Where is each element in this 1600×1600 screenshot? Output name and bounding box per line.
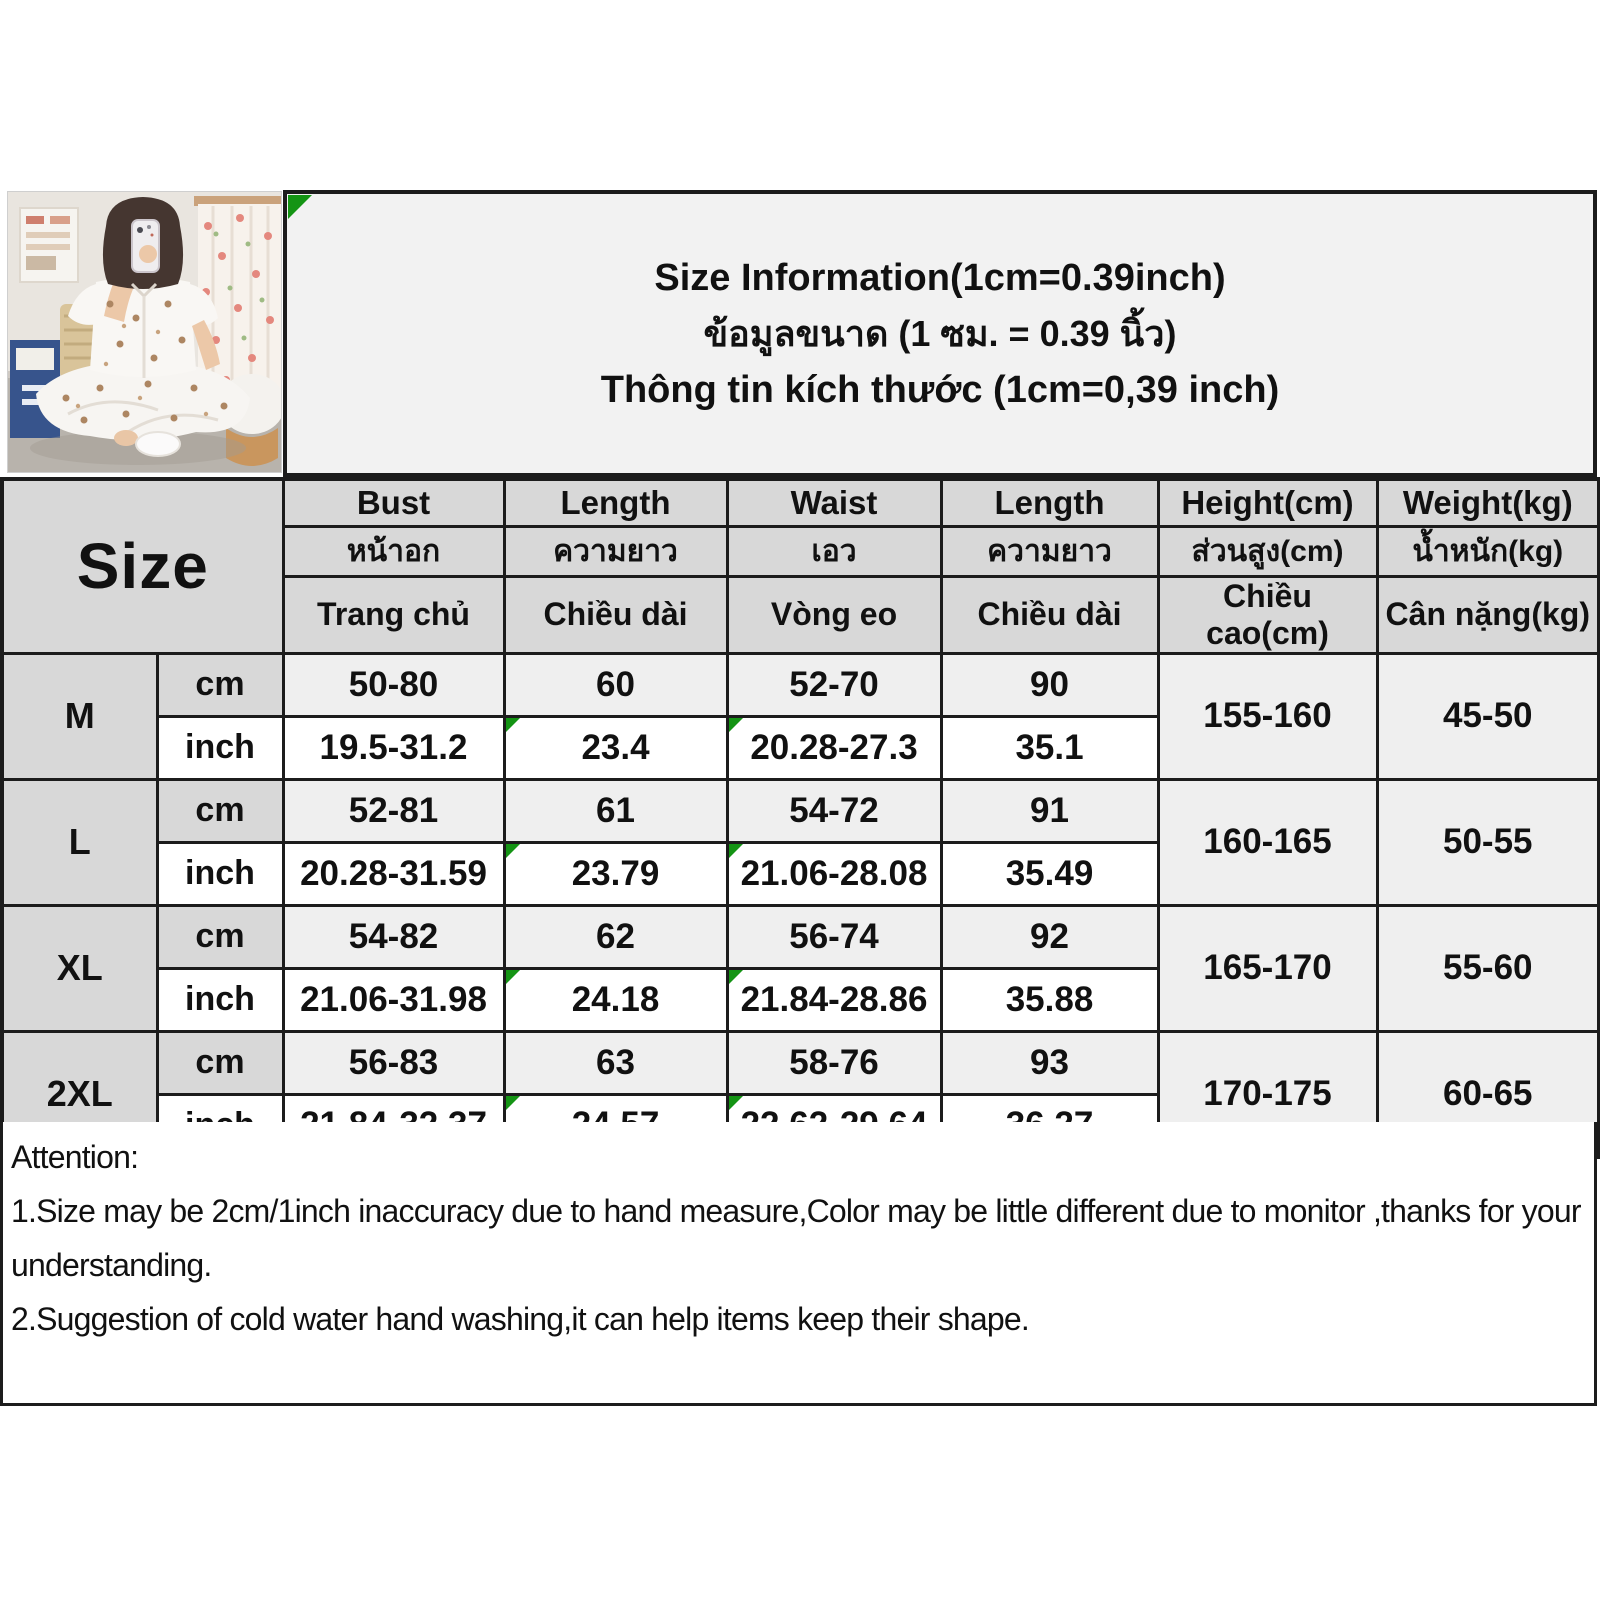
value-cell: 21.84-28.86: [727, 968, 941, 1031]
col-header-length-en: Length: [504, 479, 727, 526]
product-photo-illustration: [8, 192, 281, 472]
weight-cell: 50-55: [1377, 779, 1599, 905]
col-header-length2-th: ความยาว: [941, 526, 1158, 576]
weight-cell: 60-65: [1377, 1031, 1599, 1157]
value-cell: 20.28-27.3: [727, 716, 941, 779]
height-cell: 160-165: [1158, 779, 1377, 905]
excel-flag-icon: [729, 970, 743, 984]
attention-line-2: 2.Suggestion of cold water hand washing,it can help items keep their shape.: [11, 1301, 1030, 1337]
unit-label-cm: cm: [157, 653, 283, 716]
unit-label-inch: inch: [157, 968, 283, 1031]
header-row-en: [2, 479, 1599, 526]
col-header-waist-th: เอว: [727, 526, 941, 576]
value-cell: 24.18: [504, 968, 727, 1031]
size-information-box: [283, 190, 1597, 477]
value-cell: 23.4: [504, 716, 727, 779]
col-header-bust-th: หน้าอก: [283, 526, 504, 576]
col-header-weight-en: Weight(kg): [1377, 479, 1599, 526]
size-info-title-en: Size Information(1cm=0.39inch): [654, 256, 1226, 299]
col-header-bust-en: Bust: [283, 479, 504, 526]
col-header-height-en: Height(cm): [1158, 479, 1377, 526]
value-cell: 54-82: [283, 905, 504, 968]
value-cell: 35.1: [941, 716, 1158, 779]
col-header-waist-en: Waist: [727, 479, 941, 526]
col-header-length-vi: Chiều dài: [504, 576, 727, 653]
size-label-2xl: 2XL: [2, 1031, 157, 1157]
table-row-m-cm: [2, 653, 1599, 716]
value-cell: 19.5-31.2: [283, 716, 504, 779]
col-header-weight-th: น้ำหนัก(kg): [1377, 526, 1599, 576]
value-cell: 60: [504, 653, 727, 716]
weight-cell: 45-50: [1377, 653, 1599, 779]
value-cell: 54-72: [727, 779, 941, 842]
value-cell: 52-70: [727, 653, 941, 716]
excel-flag-icon: [729, 844, 743, 858]
excel-flag-icon: [506, 718, 520, 732]
value-cell: 35.88: [941, 968, 1158, 1031]
col-header-bust-vi: Trang chủ: [283, 576, 504, 653]
attention-line-1: 1.Size may be 2cm/1inch inaccuracy due to hand measure,Color may be little different due to monitor ,thanks for your understanding.: [11, 1193, 1581, 1283]
value-cell: 62: [504, 905, 727, 968]
excel-flag-icon: [288, 195, 312, 219]
unit-label-cm: cm: [157, 779, 283, 842]
size-label-xl: XL: [2, 905, 157, 1031]
value-cell: 90: [941, 653, 1158, 716]
unit-label-inch: inch: [157, 716, 283, 779]
excel-flag-icon: [506, 1096, 520, 1110]
table-row-2xl-cm: [2, 1031, 1599, 1094]
attention-title: Attention:: [11, 1139, 139, 1175]
size-header-cell: Size: [2, 479, 283, 653]
excel-flag-icon: [506, 970, 520, 984]
value-cell: 58-76: [727, 1031, 941, 1094]
value-cell: 21.06-28.08: [727, 842, 941, 905]
value-cell: 56-74: [727, 905, 941, 968]
size-label-l: L: [2, 779, 157, 905]
unit-label-cm: cm: [157, 1031, 283, 1094]
height-cell: 155-160: [1158, 653, 1377, 779]
size-label-m: M: [2, 653, 157, 779]
value-cell: 61: [504, 779, 727, 842]
value-cell: 93: [941, 1031, 1158, 1094]
value-cell: 23.79: [504, 842, 727, 905]
col-header-height-vi: Chiều cao(cm): [1158, 576, 1377, 653]
attention-notes: [0, 1122, 1597, 1406]
height-cell: 170-175: [1158, 1031, 1377, 1157]
excel-flag-icon: [506, 844, 520, 858]
size-table: [0, 477, 1600, 1159]
weight-cell: 55-60: [1377, 905, 1599, 1031]
value-cell: 52-81: [283, 779, 504, 842]
value-cell: 35.49: [941, 842, 1158, 905]
excel-flag-icon: [729, 1096, 743, 1110]
col-header-length-th: ความยาว: [504, 526, 727, 576]
value-cell: 50-80: [283, 653, 504, 716]
col-header-length2-en: Length: [941, 479, 1158, 526]
table-row-l-cm: [2, 779, 1599, 842]
unit-label-cm: cm: [157, 905, 283, 968]
value-cell: 63: [504, 1031, 727, 1094]
height-cell: 165-170: [1158, 905, 1377, 1031]
col-header-height-th: ส่วนสูง(cm): [1158, 526, 1377, 576]
product-photo: [8, 192, 281, 472]
col-header-length2-vi: Chiều dài: [941, 576, 1158, 653]
value-cell: 91: [941, 779, 1158, 842]
value-cell: 92: [941, 905, 1158, 968]
col-header-waist-vi: Vòng eo: [727, 576, 941, 653]
excel-flag-icon: [729, 718, 743, 732]
unit-label-inch: inch: [157, 842, 283, 905]
size-info-title-th: ข้อมูลขนาด (1 ซม. = 0.39 นิ้ว): [703, 312, 1177, 354]
size-info-title-vi: Thông tin kích thước (1cm=0,39 inch): [600, 368, 1280, 411]
value-cell: 21.06-31.98: [283, 968, 504, 1031]
col-header-weight-vi: Cân nặng(kg): [1377, 576, 1599, 653]
table-row-xl-cm: [2, 905, 1599, 968]
value-cell: 56-83: [283, 1031, 504, 1094]
value-cell: 20.28-31.59: [283, 842, 504, 905]
